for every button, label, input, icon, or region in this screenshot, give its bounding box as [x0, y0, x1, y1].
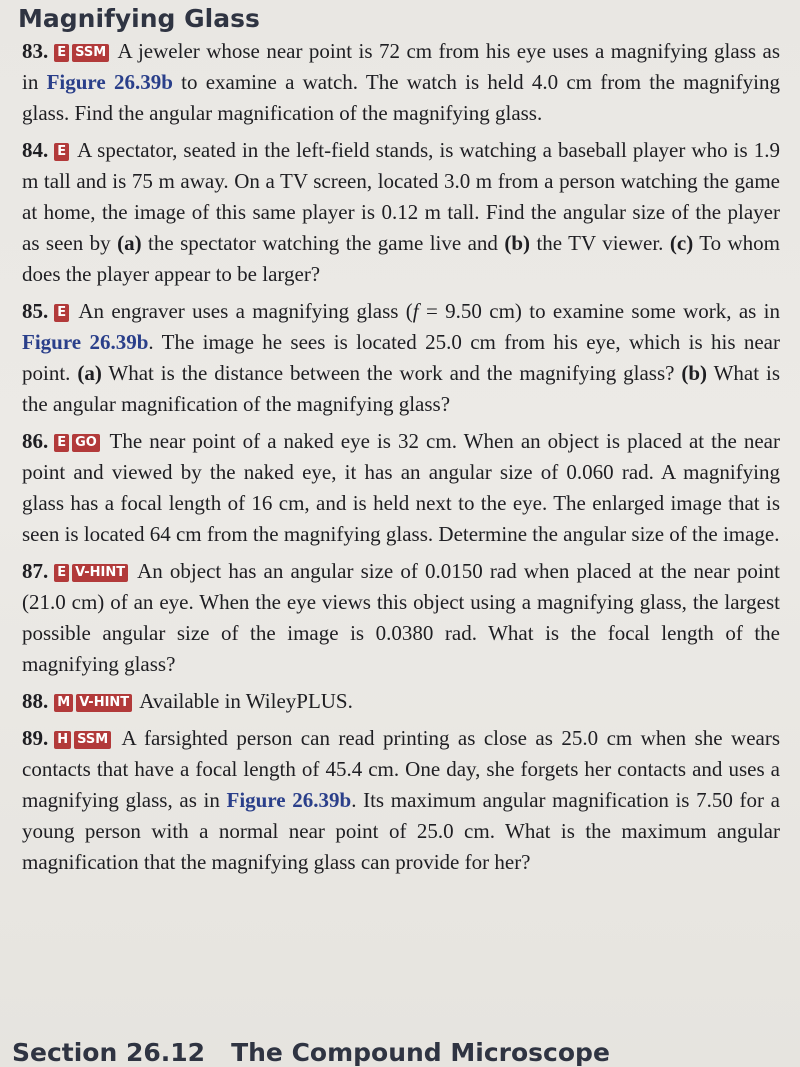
problem-text: An object has an angular size of 0.0150 rad when placed at the near point (21.0 cm) of an eye. When the eye views this object using a magnifying glass, the largest possible angular size of the image is 0.0380 rad. What is the focal length of the magnifying glass? — [22, 559, 780, 676]
difficulty-badge: E — [54, 44, 69, 62]
resource-badge: V-HINT — [76, 694, 132, 712]
section-title: The Compound Microscope — [231, 1038, 610, 1067]
problem-text: the spectator watching the game live and — [141, 231, 505, 255]
difficulty-badge: E — [54, 304, 69, 322]
problem-83 — [22, 36, 780, 129]
problem-text: The near point of a naked eye is 32 cm. When an object is placed at the near point and viewed by the naked eye, it has an angular size of 0.060 rad. A magnifying glass has a focal length of 16 cm, and is held next to the eye. The enlarged image that is seen is located 64 cm from the magnifying glass. Determine the angular size of the image. — [22, 429, 780, 546]
problem-text: . Its maximum angular magnification is 7.50 for a young person with a normal near point of 25.0 cm. What is the maximum angular magnification that the magnifying glass can provide for her? — [22, 788, 780, 874]
resource-badge: GO — [72, 434, 100, 452]
difficulty-badge: E — [54, 564, 69, 582]
resource-badge: V-HINT — [72, 564, 128, 582]
problem-text: An engraver uses a magnifying glass ( — [78, 299, 413, 323]
problem-87 — [22, 556, 780, 680]
problem-text: What is the angular magnification of the magnifying glass? — [22, 361, 780, 416]
problem-number: 83. — [22, 39, 49, 63]
figure-reference: Figure 26.39b — [46, 70, 173, 94]
problem-number: 88. — [22, 689, 49, 713]
problem-88 — [22, 686, 780, 717]
problem-text: = 9.50 cm) to examine some work, as in — [418, 299, 780, 323]
problem-text: . The image he sees is located 25.0 cm from his eye, which is his near point. — [22, 330, 780, 385]
problem-number: 87. — [22, 559, 49, 583]
part-label: (b) — [681, 361, 708, 385]
problem-text: A farsighted person can read printing as close as 25.0 cm when she wears contacts that have a focal length of 45.4 cm. One day, she forgets her contacts and uses a magnifying glass, as in — [22, 726, 781, 812]
problem-text: A spectator, seated in the left-field stands, is watching a baseball player who is 1.9 m tall and is 75 m away. On a TV screen, located 3.0 m from a person watching the game at home, the image of this same player is 0.12 m tall. Find the angular size of the player as seen by — [22, 138, 780, 255]
problem-86 — [22, 426, 780, 550]
difficulty-badge: M — [54, 694, 73, 712]
problem-text: To whom does the player appear to be larger? — [22, 231, 781, 286]
difficulty-badge: H — [54, 731, 71, 749]
problem-text: Available in WileyPLUS. — [139, 689, 353, 713]
part-label: (a) — [117, 231, 142, 255]
part-label: (b) — [504, 231, 531, 255]
difficulty-badge: E — [54, 434, 69, 452]
problem-text: A jeweler whose near point is 72 cm from his eye uses a magnifying glass as in — [22, 39, 780, 94]
problem-85 — [22, 296, 780, 420]
difficulty-badge: E — [54, 143, 69, 161]
figure-reference: Figure 26.39b — [226, 788, 352, 812]
problem-number: 84. — [22, 138, 49, 162]
problem-number: 85. — [22, 299, 49, 323]
resource-badge: SSM — [72, 44, 109, 62]
part-label: (c) — [669, 231, 694, 255]
section-number: Section 26.12 — [12, 1038, 206, 1067]
problem-number: 86. — [22, 429, 49, 453]
resource-badge: SSM — [74, 731, 111, 749]
next-section-heading — [12, 1038, 610, 1067]
problem-text: to examine a watch. The watch is held 4.0 cm from the magnifying glass. Find the angular magnification of the magnifying glass. — [22, 70, 780, 125]
problem-84 — [22, 135, 780, 290]
problem-89 — [22, 723, 780, 878]
section-heading: Magnifying Glass — [18, 4, 260, 33]
problem-text: the TV viewer. — [530, 231, 670, 255]
figure-reference: Figure 26.39b — [22, 330, 149, 354]
focal-length-symbol: f — [412, 299, 419, 323]
problem-number: 89. — [22, 726, 49, 750]
problem-text: What is the distance between the work and the magnifying glass? — [101, 361, 682, 385]
part-label: (a) — [77, 361, 102, 385]
problem-list — [22, 36, 780, 884]
